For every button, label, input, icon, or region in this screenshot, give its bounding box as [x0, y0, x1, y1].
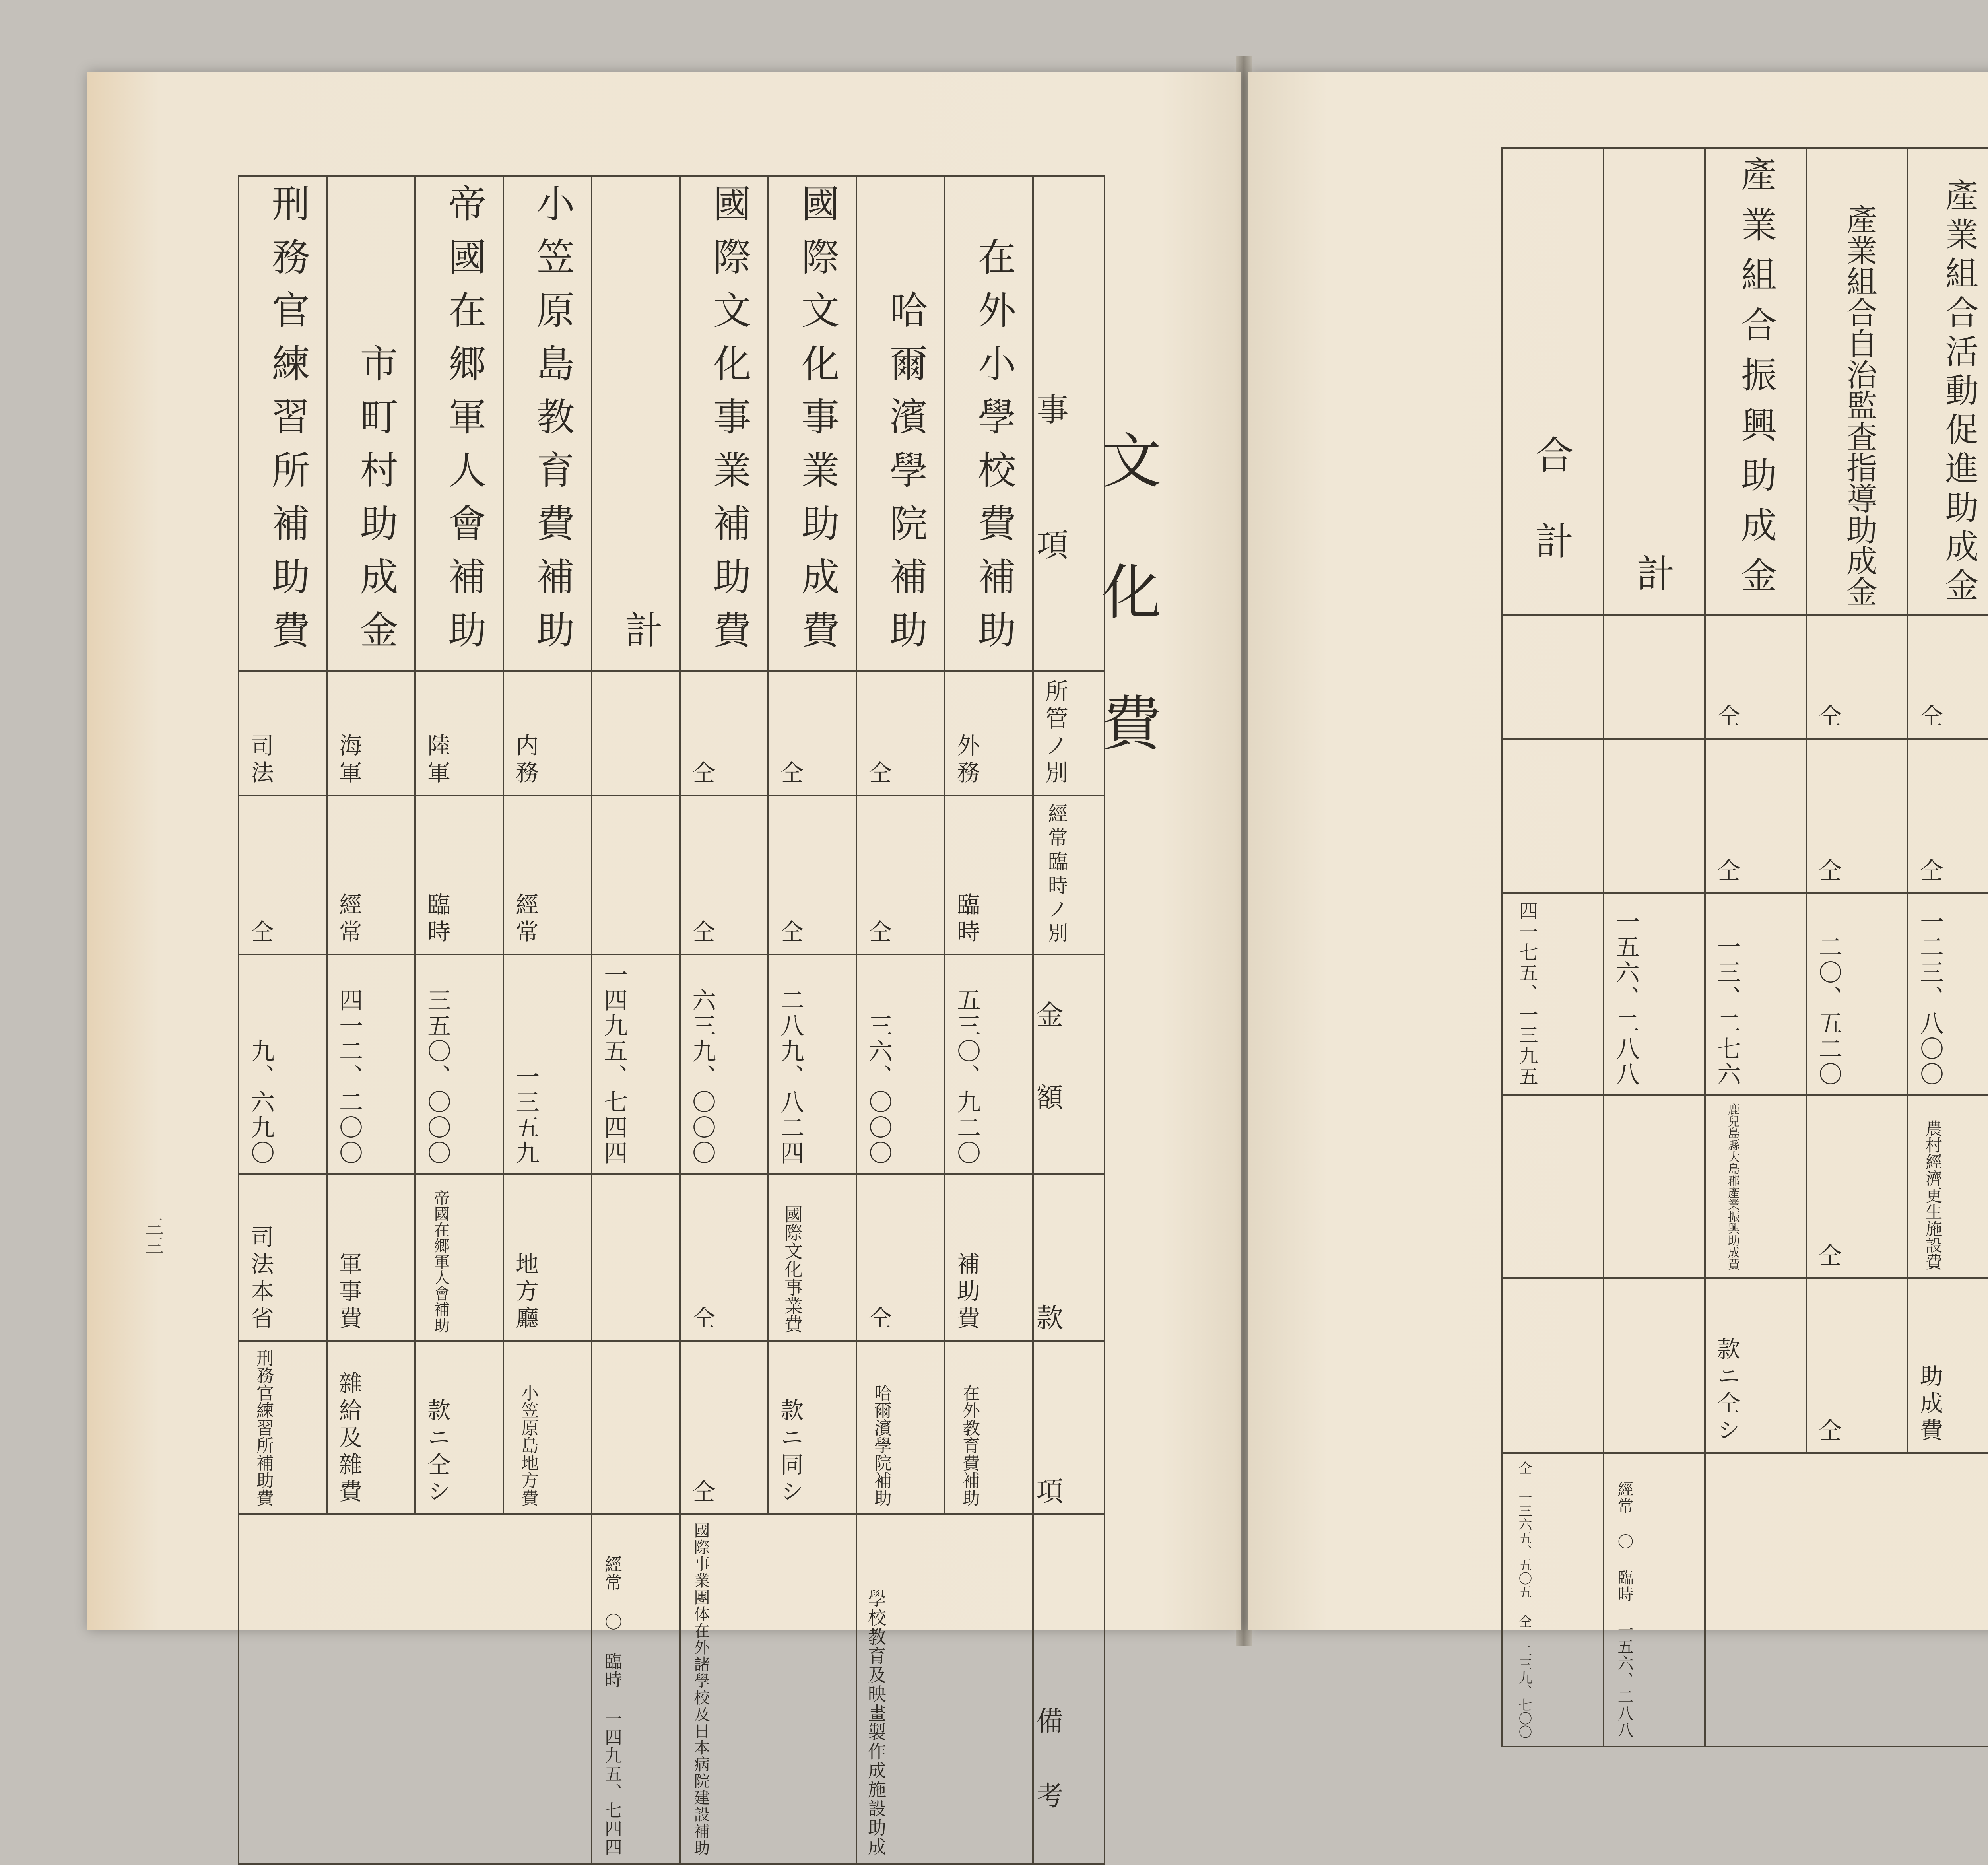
- header-ministry: 所管ノ別: [1033, 671, 1105, 795]
- row-kan: 鹿兒島縣大島郡產業振興助成費: [1705, 1095, 1806, 1278]
- left-page: [87, 72, 1241, 1856]
- row-kan: 地方廳: [503, 1174, 592, 1341]
- row-ministry: 仝: [1908, 615, 1988, 739]
- row-kan: 帝國在郷軍人會補助: [415, 1174, 503, 1341]
- row-period: [1604, 739, 1705, 893]
- row-note: 國際事業團体在外諸學校及日本病院建設補助: [680, 1514, 856, 1864]
- row-ministry: [592, 671, 680, 795]
- row-amount: 一四九五、七四四: [592, 954, 680, 1174]
- row-amount: 三五〇、〇〇〇: [415, 954, 503, 1174]
- row-kou: 款ニ仝シ: [415, 1341, 503, 1514]
- row-item: 計: [1604, 148, 1705, 615]
- row-ministry: 海軍: [327, 671, 415, 795]
- row-kan: 國際文化事業費: [768, 1174, 856, 1341]
- row-kan: 仝: [856, 1174, 945, 1341]
- row-kan: 司法本省: [239, 1174, 327, 1341]
- row-ministry: 司法: [239, 671, 327, 795]
- row-item: 產業組合活動促進助成金: [1908, 148, 1988, 615]
- header-amount: 金額: [1033, 954, 1105, 1174]
- budget-table-right: [1501, 147, 1988, 1747]
- row-kan: 軍事費: [327, 1174, 415, 1341]
- row-kou: 雜給及雜費: [327, 1341, 415, 1514]
- row-amount: 四一七五、一三九五: [1502, 893, 1604, 1095]
- row-kou: 助成費: [1908, 1278, 1988, 1453]
- row-period: 仝: [856, 795, 945, 954]
- header-notes: 備考: [1033, 1514, 1105, 1864]
- row-kou: 仝: [1806, 1278, 1908, 1453]
- row-amount: 一五六、二八八: [1604, 893, 1705, 1095]
- row-ministry: 外務: [945, 671, 1033, 795]
- row-kan: 農村經濟更生施設費: [1908, 1095, 1988, 1278]
- row-period: 經常: [327, 795, 415, 954]
- row-kou: 款ニ同シ: [768, 1341, 856, 1514]
- row-kou: 小笠原島地方費: [503, 1341, 592, 1514]
- row-item: 國際文化事業助成費: [768, 176, 856, 671]
- row-kou: 刑務官練習所補助費: [239, 1341, 327, 1514]
- row-kou: [592, 1341, 680, 1514]
- row-amount: 一三、二七六: [1705, 893, 1806, 1095]
- header-kan: 款: [1033, 1174, 1105, 1341]
- row-kan: [1502, 1095, 1604, 1278]
- row-period: 臨時: [415, 795, 503, 954]
- right-page: [1248, 72, 1988, 1739]
- row-item: 國際文化事業補助費: [680, 176, 768, 671]
- row-ministry: 仝: [768, 671, 856, 795]
- row-kan: 仝: [1806, 1095, 1908, 1278]
- header-period: 經常臨時ノ別: [1033, 795, 1105, 954]
- row-period: 仝: [239, 795, 327, 954]
- row-item: 產業組合自治監査指導助成金: [1806, 148, 1908, 615]
- row-kou: 在外教育費補助: [945, 1341, 1033, 1514]
- row-kou: [1502, 1278, 1604, 1453]
- row-amount: 一三五九: [503, 954, 592, 1174]
- row-amount: 六三九、〇〇〇: [680, 954, 768, 1174]
- row-item: 刑務官練習所補助費: [239, 176, 327, 671]
- row-kou: 哈爾濱學院補助: [856, 1341, 945, 1514]
- row-period: [592, 795, 680, 954]
- row-kou: 仝: [680, 1341, 768, 1514]
- row-ministry: 内務: [503, 671, 592, 795]
- row-kou: [1604, 1278, 1705, 1453]
- row-note: 經常 〇 臨時 一五六、二八八: [1604, 1453, 1705, 1746]
- row-item: 產業組合振興助成金: [1705, 148, 1806, 615]
- row-note: 仝 一三六五、五〇五 仝 二三九、七〇〇: [1502, 1453, 1604, 1746]
- row-ministry: 仝: [680, 671, 768, 795]
- row-ministry: 仝: [856, 671, 945, 795]
- row-amount: 一二三、八〇〇: [1908, 893, 1988, 1095]
- row-amount: 二八九、八二四: [768, 954, 856, 1174]
- row-kan: [592, 1174, 680, 1341]
- budget-table-left: [238, 175, 1105, 1865]
- row-item: 合計: [1502, 148, 1604, 615]
- row-ministry: 陸軍: [415, 671, 503, 795]
- row-period: 仝: [1908, 739, 1988, 893]
- row-kan: 仝: [680, 1174, 768, 1341]
- row-item: 小笠原島教育費補助: [503, 176, 592, 671]
- row-period: 臨時: [945, 795, 1033, 954]
- header-kou: 項: [1033, 1341, 1105, 1514]
- row-item: 計: [592, 176, 680, 671]
- row-item: 哈爾濱學院補助: [856, 176, 945, 671]
- row-ministry: [1604, 615, 1705, 739]
- row-note: 學校教育及映畫製作成施設助成: [856, 1514, 1033, 1864]
- row-period: [1502, 739, 1604, 893]
- row-amount: 四一二、二〇〇: [327, 954, 415, 1174]
- row-item: 帝國在郷軍人會補助: [415, 176, 503, 671]
- row-period: 仝: [680, 795, 768, 954]
- page-number-left: 三三: [142, 1217, 164, 1255]
- row-period: 仝: [1705, 739, 1806, 893]
- row-ministry: 仝: [1705, 615, 1806, 739]
- row-note-empty: [239, 1514, 592, 1864]
- row-kan: 補助費: [945, 1174, 1033, 1341]
- row-note-empty: [1705, 1453, 1988, 1746]
- header-item: 事項: [1033, 176, 1105, 671]
- row-kou: 款ニ仝シ: [1705, 1278, 1806, 1453]
- row-amount: 三六、〇〇〇: [856, 954, 945, 1174]
- row-item: 在外小學校費補助: [945, 176, 1033, 671]
- row-kan: [1604, 1095, 1705, 1278]
- row-item: 市町村助成金: [327, 176, 415, 671]
- row-amount: 二〇、五二〇: [1806, 893, 1908, 1095]
- row-period: 經常: [503, 795, 592, 954]
- page-title-left: 文化費: [1091, 429, 1161, 823]
- row-amount: 九、六九〇: [239, 954, 327, 1174]
- row-period: 仝: [1806, 739, 1908, 893]
- row-period: 仝: [768, 795, 856, 954]
- row-ministry: 仝: [1806, 615, 1908, 739]
- row-amount: 五三〇、九二〇: [945, 954, 1033, 1174]
- row-ministry: [1502, 615, 1604, 739]
- row-note: 經常 〇 臨時 一四九五、七四四: [592, 1514, 680, 1864]
